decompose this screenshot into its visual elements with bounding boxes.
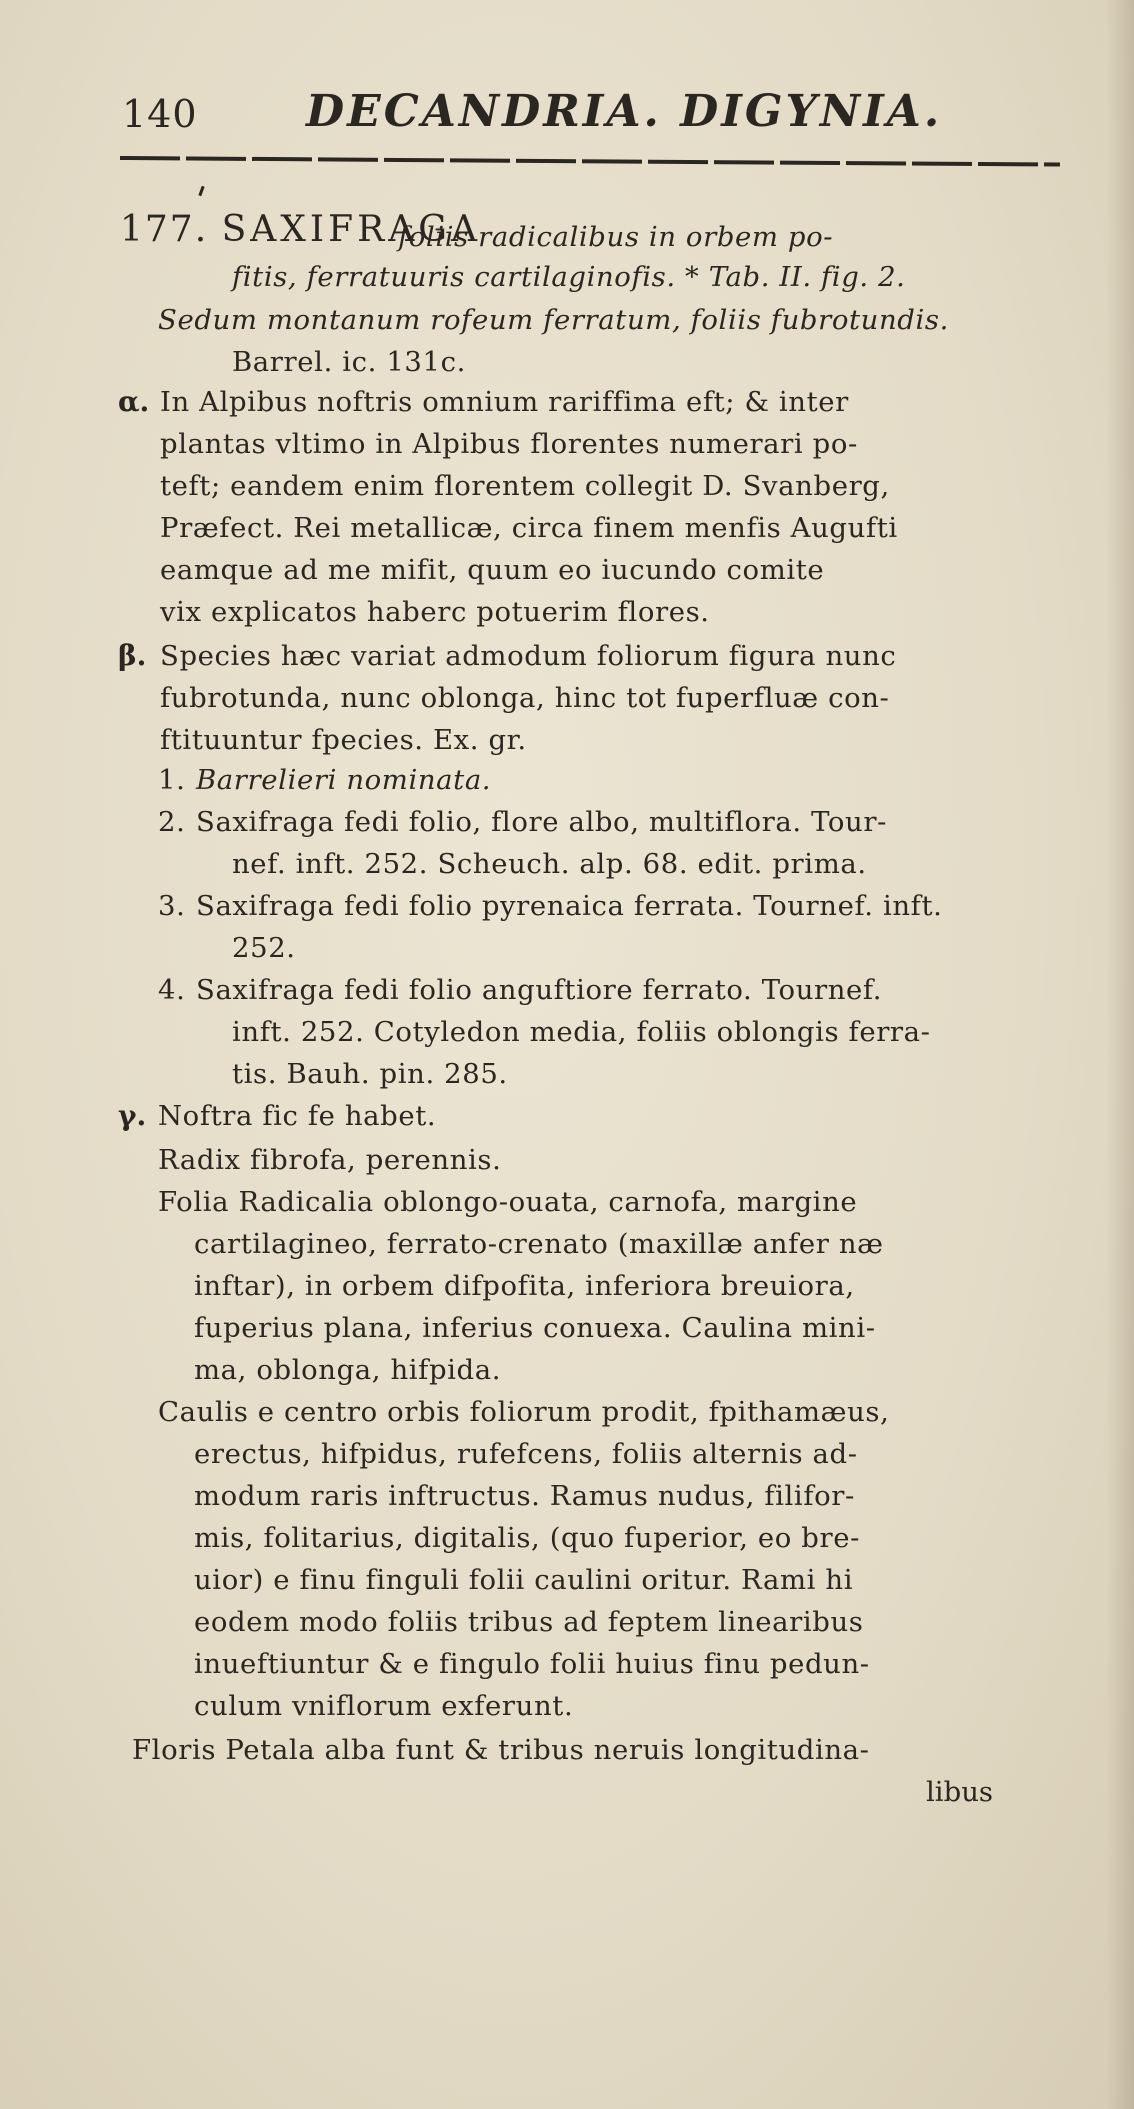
beta-item-line: tis. Bauh. pin. 285. [232, 1058, 508, 1090]
gamma-line: eodem modo foliis tribus ad feptem linearibus [194, 1606, 864, 1638]
alpha-marker: α. [118, 385, 150, 418]
beta-item-number: 4. [158, 974, 186, 1006]
alpha-line: eamque ad me mifit, quum eo iucundo comite [160, 554, 825, 586]
gamma-line: ma, oblonga, hifpida. [194, 1354, 502, 1386]
gamma-line: Folia Radicalia oblongo-ouata, carnofa, margine [158, 1186, 858, 1218]
alpha-line: Præfect. Rei metallicæ, circa finem menfis Augufti [160, 512, 898, 544]
entry-line: foliis radicalibus in orbem po- [398, 221, 834, 253]
entry-line: Barrel. ic. 131c. [232, 346, 466, 378]
entry-number: 177. [120, 209, 209, 250]
gamma-line: mis, folitarius, digitalis, (quo fuperior, eo bre- [194, 1522, 861, 1554]
header-rule [120, 156, 1060, 167]
beta-item-line: Barrelieri nominata. [196, 764, 492, 796]
alpha-line: In Alpibus noftris omnium rariffima eft; & inter [160, 386, 849, 418]
catchword: libus [926, 1776, 994, 1808]
beta-item-line: Saxifraga fedi folio, flore albo, multiflora. Tour- [196, 806, 887, 838]
gamma-marker: γ. [118, 1099, 147, 1132]
beta-item-line: Saxifraga fedi folio anguftiore ferrato. Tournef. [196, 974, 883, 1006]
beta-item-line: 252. [232, 932, 296, 964]
alpha-line: teft; eandem enim florentem collegit D. Svanberg, [160, 470, 890, 502]
gamma-line: uior) e finu finguli folii caulini oritur. Rami hi [194, 1564, 854, 1596]
gamma-line: inftar), in orbem difpofita, inferiora breuiora, [194, 1270, 855, 1302]
alpha-line: plantas vltimo in Alpibus florentes numerari po- [160, 428, 858, 460]
beta-line: ftituuntur fpecies. Ex. gr. [160, 724, 527, 756]
rule-tick-mark [198, 186, 204, 196]
alpha-line: vix explicatos haberc potuerim flores. [160, 596, 710, 628]
gamma-line: modum raris inftructus. Ramus nudus, filifor- [194, 1480, 855, 1512]
gamma-line: inueftiuntur & e fingulo folii huius finu pedun- [194, 1648, 870, 1680]
gamma-line: fuperius plana, inferius conuexa. Caulina mini- [194, 1312, 876, 1344]
gamma-line: Noftra fic fe habet. [158, 1100, 437, 1132]
gamma-line: Caulis e centro orbis foliorum prodit, fpithamæus, [158, 1396, 890, 1428]
page-edge-shadow [1106, 0, 1134, 2109]
beta-item-number: 1. [158, 764, 186, 796]
running-head: DECANDRIA. DIGYNIA. [306, 86, 943, 137]
beta-marker: β. [118, 639, 147, 672]
gamma-line: Radix fibrofa, perennis. [158, 1144, 502, 1176]
entry-line: Sedum montanum rofeum ferratum, foliis fubrotundis. [158, 304, 949, 336]
entry-genus: SAXIFRAGA [221, 209, 481, 250]
beta-item-line: Saxifraga fedi folio pyrenaica ferrata. Tournef. inft. [196, 890, 943, 922]
beta-item-line: nef. inft. 252. Scheuch. alp. 68. edit. prima. [232, 848, 867, 880]
beta-line: Species hæc variat admodum foliorum figura nunc [160, 640, 897, 672]
beta-item-number: 2. [158, 806, 186, 838]
beta-item-line: inft. 252. Cotyledon media, foliis oblongis ferra- [232, 1016, 931, 1048]
gamma-line: cartilagineo, ferrato-crenato (maxillæ anfer næ [194, 1228, 884, 1260]
beta-item-number: 3. [158, 890, 186, 922]
gamma-line: erectus, hifpidus, rufefcens, foliis alternis ad- [194, 1438, 858, 1470]
gamma-line: culum vniflorum exferunt. [194, 1690, 574, 1722]
entry-line: fitis, ferratuuris cartilaginofis. * Tab. II. fig. 2. [232, 261, 906, 293]
beta-line: fubrotunda, nunc oblonga, hinc tot fuperfluæ con- [160, 682, 890, 714]
page-header [118, 86, 1058, 146]
page-number: 140 [122, 92, 198, 136]
gamma-line: Floris Petala alba funt & tribus neruis longitudina- [132, 1734, 870, 1766]
